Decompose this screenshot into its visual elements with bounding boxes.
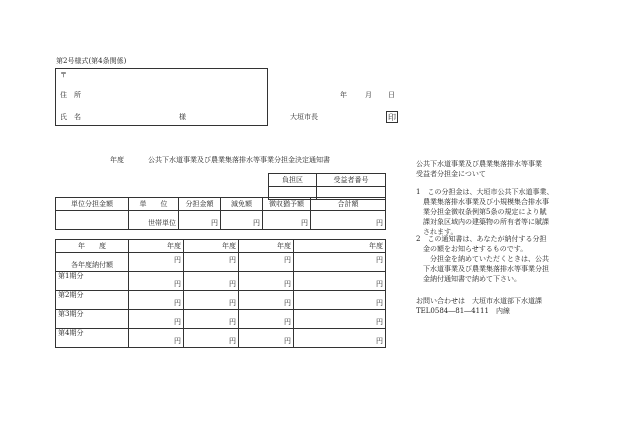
assessment-table	[55, 197, 386, 230]
side-note-2: 2 この通知書は、あなたが納付する分担 金の額をお知らせするものです。 分担金を納めていただくときは、公共 下水道事業及び農業集落排水等事業分担 金納付通知書で納めて下さい。	[416, 235, 549, 283]
beneficiary-number-header: 受益者番号	[317, 174, 386, 187]
payment-schedule-table	[55, 239, 386, 348]
name-label: 氏 名	[60, 113, 81, 121]
table-header: 年度	[184, 240, 239, 253]
table-cell: 円	[239, 272, 294, 291]
table-row	[56, 198, 386, 211]
table-header: 単 位	[129, 198, 179, 211]
table-header: 減免額	[221, 198, 263, 211]
table-cell: 円	[184, 272, 239, 291]
table-cell: 円	[239, 291, 294, 310]
table-cell: 円	[294, 253, 386, 272]
table-row	[56, 240, 386, 253]
table-row	[56, 291, 386, 310]
notice-title: 公共下水道事業及び農業集落排水等事業分担金決定通知書	[148, 156, 330, 164]
table-cell: 円	[129, 253, 184, 272]
table-cell: 円	[179, 211, 221, 230]
table-cell: 円	[311, 211, 386, 230]
table-cell: 円	[263, 211, 311, 230]
table-row	[56, 310, 386, 329]
table-header: 分担金額	[179, 198, 221, 211]
row-label: 第4期分	[56, 329, 129, 348]
year-label: 年度	[110, 156, 124, 164]
postal-mark: 〒	[60, 71, 67, 79]
table-cell: 円	[294, 329, 386, 348]
address-box	[55, 68, 268, 126]
table-cell: 円	[184, 253, 239, 272]
table-cell: 円	[239, 310, 294, 329]
table-header: 年度	[239, 240, 294, 253]
side-heading-line1: 公共下水道事業及び農業集落排水等事業	[416, 160, 542, 168]
table-cell: 円	[184, 329, 239, 348]
table-row	[56, 211, 386, 230]
table-header: 合計額	[311, 198, 386, 211]
table-cell: 円	[129, 329, 184, 348]
table-cell: 円	[184, 310, 239, 329]
sama-label: 様	[179, 113, 186, 121]
date-year: 年	[340, 91, 347, 99]
table-row	[56, 253, 386, 272]
table-header: 年度	[294, 240, 386, 253]
district-header: 負担区	[269, 174, 317, 187]
table-cell: 円	[184, 291, 239, 310]
side-note-1: 1 この分担金は、大垣市公共下水道事業、 農業集落排水事業及び小規模集合排水事 業分担金徴収条例第5条の規定により賦 課対象区域内の建築物の所有者等に賦課 されます。	[416, 188, 554, 236]
address-label: 住 所	[60, 91, 81, 99]
table-row	[56, 329, 386, 348]
seal-stamp: 印	[388, 113, 396, 122]
mayor-label: 大垣市長	[290, 113, 318, 121]
table-header: 年 度	[56, 240, 129, 253]
table-header: 徴収猶予額	[263, 198, 311, 211]
row-label: 第1期分	[56, 272, 129, 291]
table-header: 年度	[129, 240, 184, 253]
table-cell	[56, 211, 129, 230]
contact-line2: TEL0584―81―4111 内線	[416, 307, 510, 315]
side-heading-line2: 受益者分担金について	[416, 170, 486, 178]
table-cell: 円	[239, 329, 294, 348]
table-cell: 円	[294, 272, 386, 291]
table-cell: 円	[294, 291, 386, 310]
row-label: 第3期分	[56, 310, 129, 329]
table-cell: 円	[129, 272, 184, 291]
table-row	[56, 272, 386, 291]
table-cell: 円	[221, 211, 263, 230]
contact-line1: お問い合わせは 大垣市水道部下水道課	[416, 297, 542, 305]
table-cell: 円	[294, 310, 386, 329]
date-month: 月	[365, 91, 372, 99]
table-cell: 円	[239, 253, 294, 272]
table-cell: 円	[129, 310, 184, 329]
form-label: 第2号様式(第4条関係)	[56, 57, 127, 65]
row-label: 第2期分	[56, 291, 129, 310]
row-label: 各年度納付額	[56, 253, 129, 272]
table-cell: 世帯単位	[129, 211, 179, 230]
table-cell: 円	[129, 291, 184, 310]
table-header: 単位分担金額	[56, 198, 129, 211]
date-day: 日	[388, 91, 395, 99]
district-number-table	[268, 173, 386, 200]
